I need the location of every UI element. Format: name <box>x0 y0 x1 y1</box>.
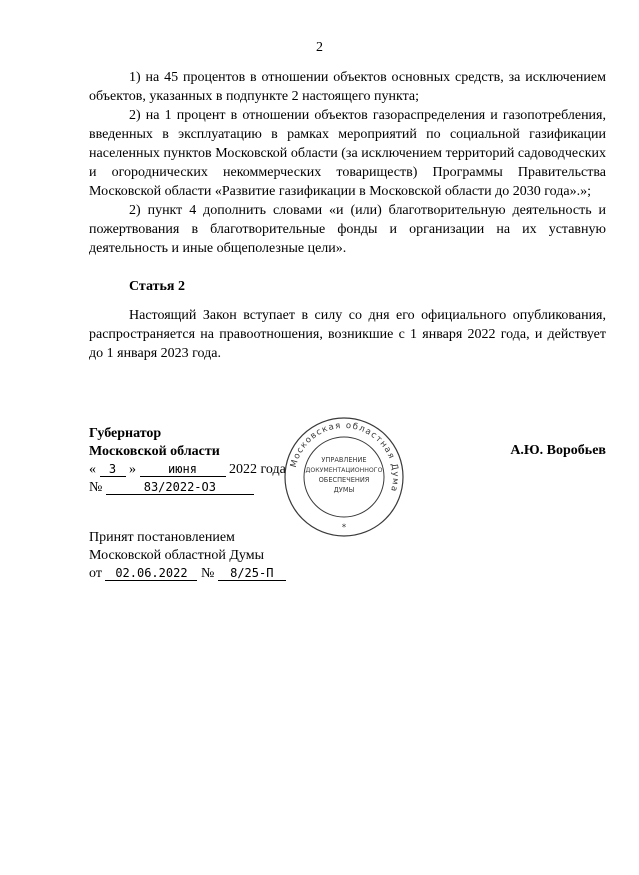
adopted-line-1: Принят постановлением <box>89 530 235 545</box>
adopted-date: 02.06.2022 <box>105 566 197 581</box>
adopted-number-sign: № <box>200 566 215 581</box>
stamp-ring-text: Московская областная Дума <box>288 420 401 494</box>
law-month: июня <box>140 462 226 477</box>
stamp-center-line-2: ДОКУМЕНТАЦИОННОГО <box>305 467 383 474</box>
governor-title: Губернатор <box>89 426 162 441</box>
adopted-from: от <box>89 566 102 581</box>
paragraph-2: 2) на 1 процент в отношении объектов газораспределения и газопотребления, введенных в эксплуатацию в рамках мероприятий по социальной газификации населенных пунктов Московской области (за исключением территорий садоводческих и огороднических некоммерческих товариществ) Программы Правительства Московской области «Развитие газификации в Московской области до 2030 года».»; <box>89 108 606 199</box>
governor-block <box>89 425 286 497</box>
signer-name: А.Ю. Воробьев <box>510 443 606 458</box>
article-text: Настоящий Закон вступает в силу со дня его официального опубликования, распространяется на правоотношения, возникшие с 1 января 2022 года, и действует до 1 января 2023 года. <box>89 308 606 361</box>
star-icon: * <box>341 523 347 533</box>
stamp-center-line-3: ОБЕСПЕЧЕНИЯ <box>318 476 370 484</box>
law-number: 83/2022-ОЗ <box>106 480 254 495</box>
adopted-block <box>89 529 286 583</box>
law-year: 2022 года <box>229 462 286 477</box>
adopted-line-2: Московской областной Думы <box>89 548 264 563</box>
article-title: Статья 2 <box>129 279 185 294</box>
stamp-center-line-1: УПРАВЛЕНИЕ <box>321 456 367 464</box>
duma-stamp <box>282 415 406 539</box>
law-day: 3 <box>100 462 126 477</box>
page-number: 2 <box>316 40 323 55</box>
number-sign: № <box>89 480 103 495</box>
body-text <box>89 68 606 258</box>
adopted-date-line <box>89 565 286 583</box>
open-quote: « <box>89 462 96 477</box>
paragraph-1: 1) на 45 процентов в отношении объектов основных средств, за исключением объектов, указанных в подпункте 2 настоящего пункта; <box>89 70 606 104</box>
paragraph-3: 2) пункт 4 дополнить словами «и (или) благотворительную деятельность и пожертвования в благотворительные фонды и организации на их уставную деятельность и иные общеполезные цели». <box>89 203 606 256</box>
adopted-number: 8/25-П <box>218 566 286 581</box>
law-date-line <box>89 461 286 479</box>
law-number-line <box>89 479 286 497</box>
governor-region: Московской области <box>89 444 220 459</box>
stamp-center-line-4: ДУМЫ <box>333 486 355 494</box>
close-quote: » <box>129 462 136 477</box>
